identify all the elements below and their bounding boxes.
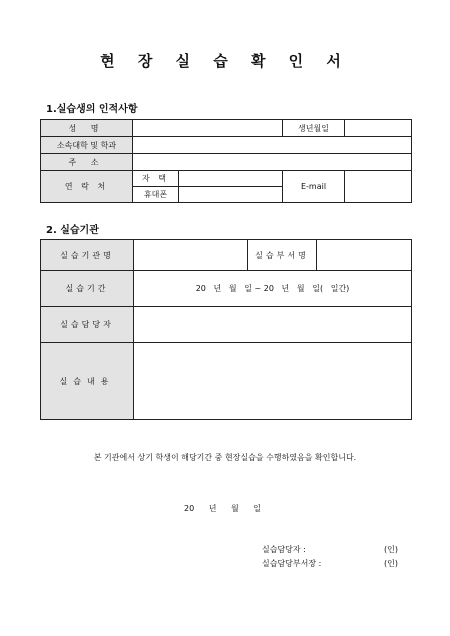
dept-head-signature-label: 실습담당부서장 : — [262, 559, 322, 568]
school-label: 소속대학 및 학과 — [41, 137, 133, 154]
address-field[interactable] — [133, 154, 412, 171]
home-phone-label: 자 택 — [133, 171, 179, 187]
document-title: 현 장 실 습 확 인 서 — [100, 52, 350, 70]
dept-head-seal: (인) — [384, 559, 398, 568]
mobile-field[interactable] — [179, 187, 283, 203]
org-name-field[interactable] — [134, 240, 248, 271]
section1-heading: 1.실습생의 인적사항 — [46, 104, 138, 115]
institution-table — [40, 239, 412, 420]
mobile-label: 휴대폰 — [133, 187, 179, 203]
home-phone-field[interactable] — [179, 171, 283, 187]
section2-heading: 2. 실습기관 — [46, 225, 99, 236]
name-label: 성 명 — [41, 120, 133, 137]
period-label: 실습기간 — [41, 271, 134, 307]
contact-label: 연 락 처 — [41, 171, 133, 203]
confirmation-statement: 본 기관에서 상기 학생이 해당기간 중 현장실습을 수행하였음을 확인합니다. — [93, 453, 357, 462]
email-field[interactable] — [345, 171, 412, 203]
period-field[interactable]: 20 년 월 일 ~ 20 년 월 일( 일간) — [134, 271, 412, 307]
content-label: 실습내용 — [41, 343, 134, 420]
org-name-label: 실습기관명 — [41, 240, 134, 271]
name-field[interactable] — [133, 120, 283, 137]
manager-field[interactable] — [134, 307, 412, 343]
manager-signature-label: 실습담당자 : — [262, 545, 306, 554]
dept-name-label: 실습부서명 — [248, 240, 317, 271]
dept-name-field[interactable] — [317, 240, 412, 271]
manager-label: 실습담당자 — [41, 307, 134, 343]
email-label: E-mail — [283, 171, 345, 203]
personal-info-table — [40, 119, 412, 203]
content-field[interactable] — [134, 343, 412, 420]
birth-label: 생년월일 — [283, 120, 345, 137]
birth-field[interactable] — [345, 120, 412, 137]
school-field[interactable] — [133, 137, 412, 154]
address-label: 주 소 — [41, 154, 133, 171]
date-line: 20 년 월 일 — [184, 504, 261, 513]
manager-seal: (인) — [384, 545, 398, 554]
